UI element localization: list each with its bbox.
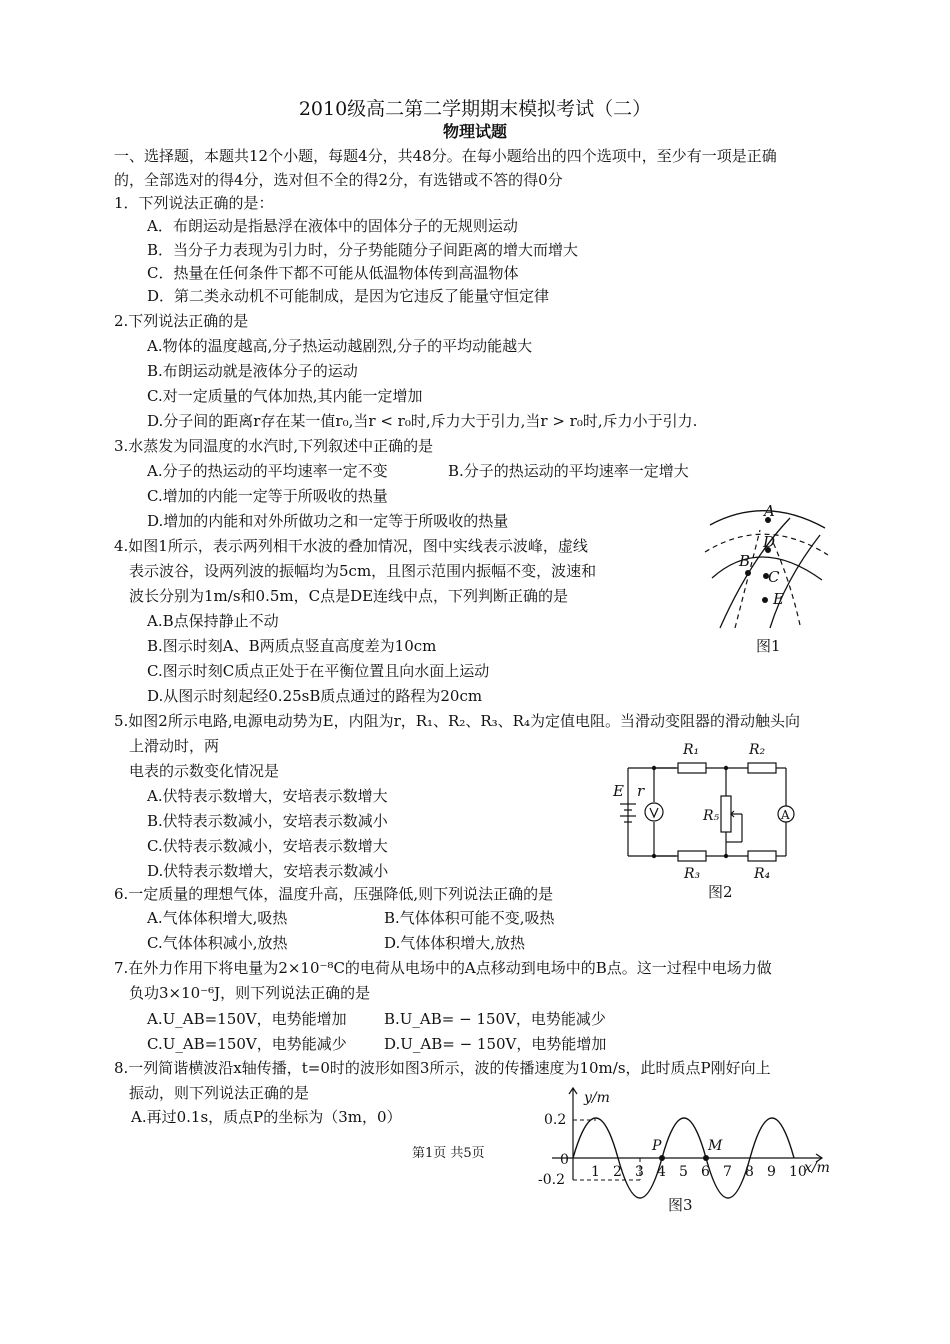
q3-option-d: D.增加的内能和对外所做功之和一定等于所吸收的热量 xyxy=(147,512,509,530)
q1-option-b: B．当分子力表现为引力时，分子势能随分子间距离的增大而增大 xyxy=(147,241,579,259)
y-tick-bottom: -0.2 xyxy=(538,1172,565,1188)
section-instructions-line1: 一、选择题，本题共12个小题，每题4分，共48分。在每小题给出的四个选项中，至少有一项是正确 xyxy=(114,147,777,165)
section-instructions-line2: 的，全部选对的得4分，选对但不全的得2分，有选错或不答的得0分 xyxy=(114,171,563,189)
q4-stem-line2: 表示波谷，设两列波的振幅均为5cm，且图示范围内振幅不变，波速和 xyxy=(129,562,597,580)
q7-stem-line2: 负功3×10⁻⁶J，则下列说法正确的是 xyxy=(129,984,371,1002)
x-tick-label: 6 xyxy=(701,1164,710,1180)
q3-stem: 3.水蒸发为同温度的水汽时,下列叙述中正确的是 xyxy=(114,437,434,455)
x-tick-label: 2 xyxy=(613,1164,622,1180)
y-tick-top: 0.2 xyxy=(544,1112,567,1128)
point-b xyxy=(745,570,751,576)
label-p: P xyxy=(652,1138,662,1154)
label-r5: R₅ xyxy=(703,808,720,824)
q2-option-b: B.布朗运动就是液体分子的运动 xyxy=(147,362,358,380)
x-tick-label: 8 xyxy=(745,1164,754,1180)
resistor-r2 xyxy=(748,763,776,773)
x-tick-labels xyxy=(591,1164,807,1180)
figure-1-wave-interference xyxy=(690,500,840,630)
page-subtitle: 物理试题 xyxy=(442,122,507,141)
q7-option-a: A.U_AB=150V，电势能增加 xyxy=(147,1010,347,1028)
label-d: D xyxy=(763,533,776,551)
q5-option-b: B.伏特表示数减小，安培表示数减小 xyxy=(147,812,388,830)
resistor-r4 xyxy=(748,851,776,861)
q4-option-a: A.B点保持静止不动 xyxy=(147,612,279,630)
q2-stem: 2.下列说法正确的是 xyxy=(114,312,249,330)
q8-stem-line2: 振动，则下列说法正确的是 xyxy=(129,1084,310,1102)
label-r2: R₂ xyxy=(749,742,766,758)
x-tick-label: 4 xyxy=(657,1164,666,1180)
x-tick-label: 5 xyxy=(679,1164,688,1180)
q7-option-c: C.U_AB=150V，电势能减少 xyxy=(147,1035,347,1053)
q8-option-a: A.再过0.1s，质点P的坐标为（3m，0） xyxy=(131,1108,402,1126)
label-e: E xyxy=(613,782,624,800)
label-a: A xyxy=(764,502,775,520)
q5-option-c: C.伏特表示数减小，安培表示数增大 xyxy=(147,837,388,855)
origin-label: 0 xyxy=(560,1152,569,1168)
label-c: C xyxy=(768,568,780,586)
crest-line-3 xyxy=(720,518,790,628)
x-tick-label: 1 xyxy=(591,1164,600,1180)
x-tick-label: 10 xyxy=(789,1164,807,1180)
resistor-r5 xyxy=(721,796,731,832)
point-p xyxy=(659,1155,665,1161)
q4-stem-line1: 4.如图1所示，表示两列相干水波的叠加情况，图中实线表示波峰，虚线 xyxy=(114,537,588,555)
resistor-r1 xyxy=(678,763,706,773)
q7-option-b: B.U_AB= − 150V，电势能减少 xyxy=(384,1010,606,1028)
page-footer: 第1页 共5页 xyxy=(412,1146,485,1161)
q7-option-d: D.U_AB= − 150V，电势能增加 xyxy=(384,1035,607,1053)
q4-option-d: D.从图示时刻起经0.25sB质点通过的路程为20cm xyxy=(147,687,483,705)
q7-stem-line1: 7.在外力作用下将电量为2×10⁻⁸C的电荷从电场中的A点移动到电场中的B点。这一过程中电场力做 xyxy=(114,959,772,977)
label-r1: R₁ xyxy=(683,742,700,758)
q3-option-a: A.分子的热运动的平均速率一定不变 xyxy=(147,462,388,480)
point-m xyxy=(703,1155,709,1161)
label-r: r xyxy=(637,782,645,800)
q6-stem: 6.一定质量的理想气体，温度升高，压强降低,则下列说法正确的是 xyxy=(114,885,554,903)
q5-stem-line1: 5.如图2所示电路,电源电动势为E，内阻为r，R₁、R₂、R₃、R₄为定值电阻。当滑动变阻器的滑动触头向 xyxy=(114,712,800,730)
label-r4: R₄ xyxy=(754,866,771,882)
q2-option-d: D.分子间的距离r存在某一值r₀,当r < r₀时,斥力大于引力,当r > r₀时,斥力小于引力. xyxy=(147,412,698,430)
figure-1-caption: 图1 xyxy=(756,637,781,655)
voltmeter-symbol xyxy=(650,808,658,817)
q3-option-b: B.分子的热运动的平均速率一定增大 xyxy=(448,462,689,480)
label-e: E xyxy=(773,590,784,608)
figure-2-caption: 图2 xyxy=(708,883,733,901)
q2-option-a: A.物体的温度越高,分子热运动越剧烈,分子的平均动能越大 xyxy=(147,337,533,355)
q6-option-a: A.气体体积增大,吸热 xyxy=(147,909,288,927)
x-tick-label: 9 xyxy=(767,1164,776,1180)
x-tick-label: 3 xyxy=(635,1164,644,1180)
q6-option-d: D.气体体积增大,放热 xyxy=(384,934,526,952)
q6-option-b: B.气体体积可能不变,吸热 xyxy=(384,909,555,927)
q1-stem: 1．下列说法正确的是： xyxy=(114,194,274,212)
ammeter-symbol: A xyxy=(781,808,790,822)
figure-3-caption: 图3 xyxy=(668,1196,693,1214)
label-b: B xyxy=(739,552,751,570)
page-title: 2010级高二第二学期期末模拟考试（二） xyxy=(298,98,652,120)
resistor-r3 xyxy=(678,851,706,861)
point-e xyxy=(762,597,768,603)
trough-line-2 xyxy=(735,530,760,628)
label-r3: R₃ xyxy=(684,866,701,882)
x-axis-label: x/m xyxy=(804,1160,830,1176)
q3-option-c: C.增加的内能一定等于所吸收的热量 xyxy=(147,487,388,505)
q5-stem-line3: 电表的示数变化情况是 xyxy=(129,762,280,780)
q8-stem-line1: 8.一列简谐横波沿x轴传播，t=0时的波形如图3所示，波的传播速度为10m/s，此时质点P刚好向上 xyxy=(114,1059,771,1077)
q5-option-d: D.伏特表示数增大，安培表示数减小 xyxy=(147,862,389,880)
q5-option-a: A.伏特表示数增大，安培表示数增大 xyxy=(147,787,388,805)
q1-option-d: D．第二类永动机不可能制成，是因为它违反了能量守恒定律 xyxy=(147,287,550,305)
q4-option-c: C.图示时刻C质点正处于在平衡位置且向水面上运动 xyxy=(147,662,490,680)
q5-stem-line2: 上滑动时，两 xyxy=(129,737,220,755)
label-m: M xyxy=(708,1138,723,1154)
q4-option-b: B.图示时刻A、B两质点竖直高度差为10cm xyxy=(147,637,437,655)
y-axis-label: y/m xyxy=(584,1090,610,1106)
q2-option-c: C.对一定质量的气体加热,其内能一定增加 xyxy=(147,387,423,405)
x-tick-label: 7 xyxy=(723,1164,732,1180)
q6-option-c: C.气体体积减小,放热 xyxy=(147,934,288,952)
q4-stem-line3: 波长分别为1m/s和0.5m，C点是DE连线中点，下列判断正确的是 xyxy=(129,587,569,605)
figure-3-wave-graph xyxy=(530,1080,840,1190)
q1-option-c: C．热量在任何条件下都不可能从低温物体传到高温物体 xyxy=(147,264,519,282)
figure-2-circuit xyxy=(610,738,810,883)
q1-option-a: A．布朗运动是指悬浮在液体中的固体分子的无规则运动 xyxy=(147,217,518,235)
